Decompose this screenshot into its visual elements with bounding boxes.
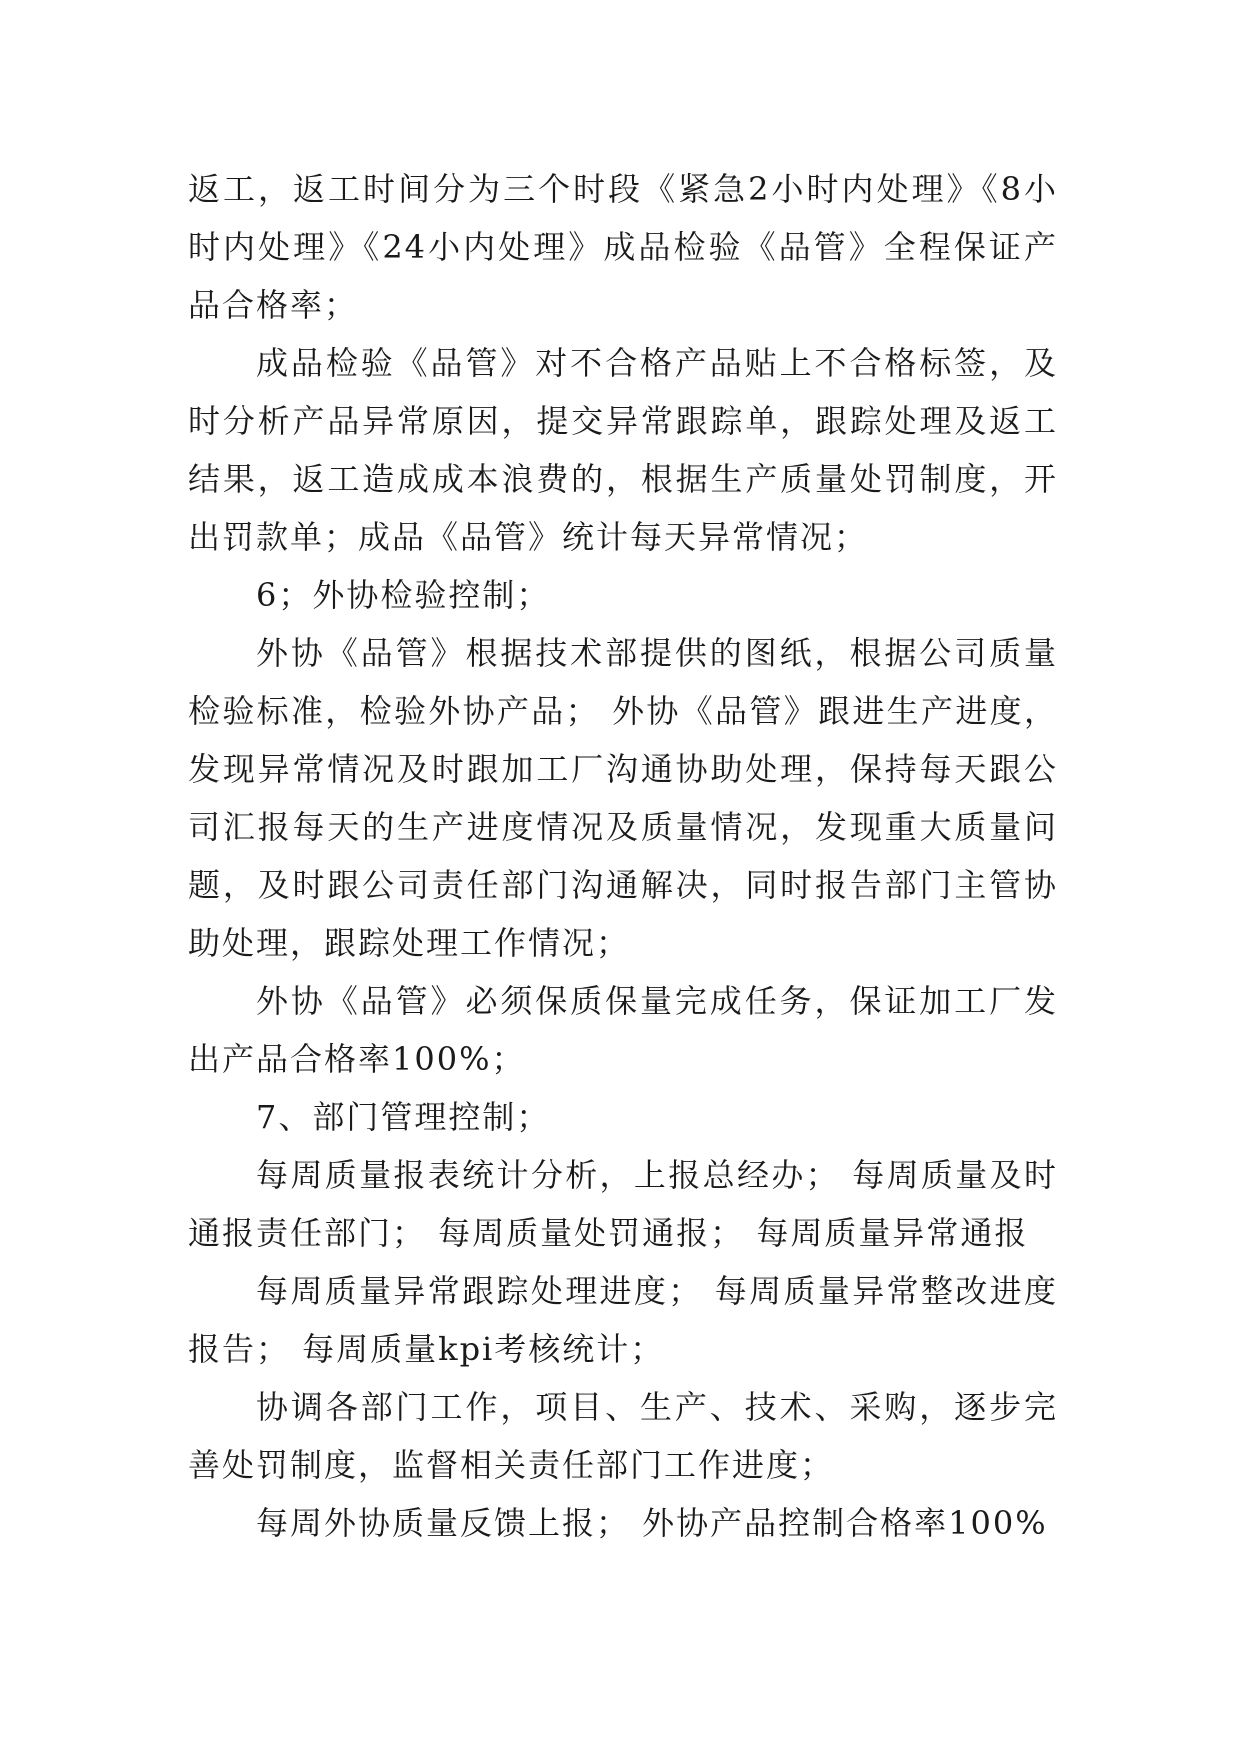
paragraph-rework-time: 返工，返工时间分为三个时段《紧急2小时内处理》《8小时内处理》《24小内处理》成品检验《品管》全程保证产品合格率；: [188, 170, 1058, 324]
paragraph-outsourcing-qc: 外协《品管》根据技术部提供的图纸，根据公司质量检验标准，检验外协产品； 外协《品管》跟进生产进度，发现异常情况及时跟加工厂沟通协助处理，保持每天跟公司汇报每天的生产进度情况及质量情况，发现重大质量问题，及时跟公司责任部门沟通解决，同时报告部门主管协助处理，跟踪处理工作情况；: [188, 634, 1058, 962]
paragraph-finished-inspection: 成品检验《品管》对不合格产品贴上不合格标签，及时分析产品异常原因，提交异常跟踪单，跟踪处理及返工结果，返工造成成本浪费的，根据生产质量处罚制度，开出罚款单；成品《品管》统计每天异常情况；: [188, 344, 1058, 556]
paragraph-weekly-report: 每周质量报表统计分析，上报总经办； 每周质量及时通报责任部门； 每周质量处罚通报； 每周质量异常通报: [188, 1156, 1058, 1252]
heading-outsourcing-inspection: 6；外协检验控制；: [256, 576, 551, 614]
paragraph-outsourcing-quality: 外协《品管》必须保质保量完成任务，保证加工厂发出产品合格率100%；: [188, 982, 1058, 1078]
paragraph-coordination: 协调各部门工作，项目、生产、技术、采购，逐步完善处罚制度，监督相关责任部门工作进度；: [188, 1388, 1058, 1484]
document-body: [188, 160, 1058, 1552]
paragraph-outsourcing-feedback: 每周外协质量反馈上报； 外协产品控制合格率100%: [256, 1504, 1048, 1542]
paragraph-weekly-tracking: 每周质量异常跟踪处理进度； 每周质量异常整改进度报告； 每周质量kpi考核统计；: [188, 1272, 1058, 1368]
heading-department-management: 7、部门管理控制；: [256, 1098, 551, 1136]
